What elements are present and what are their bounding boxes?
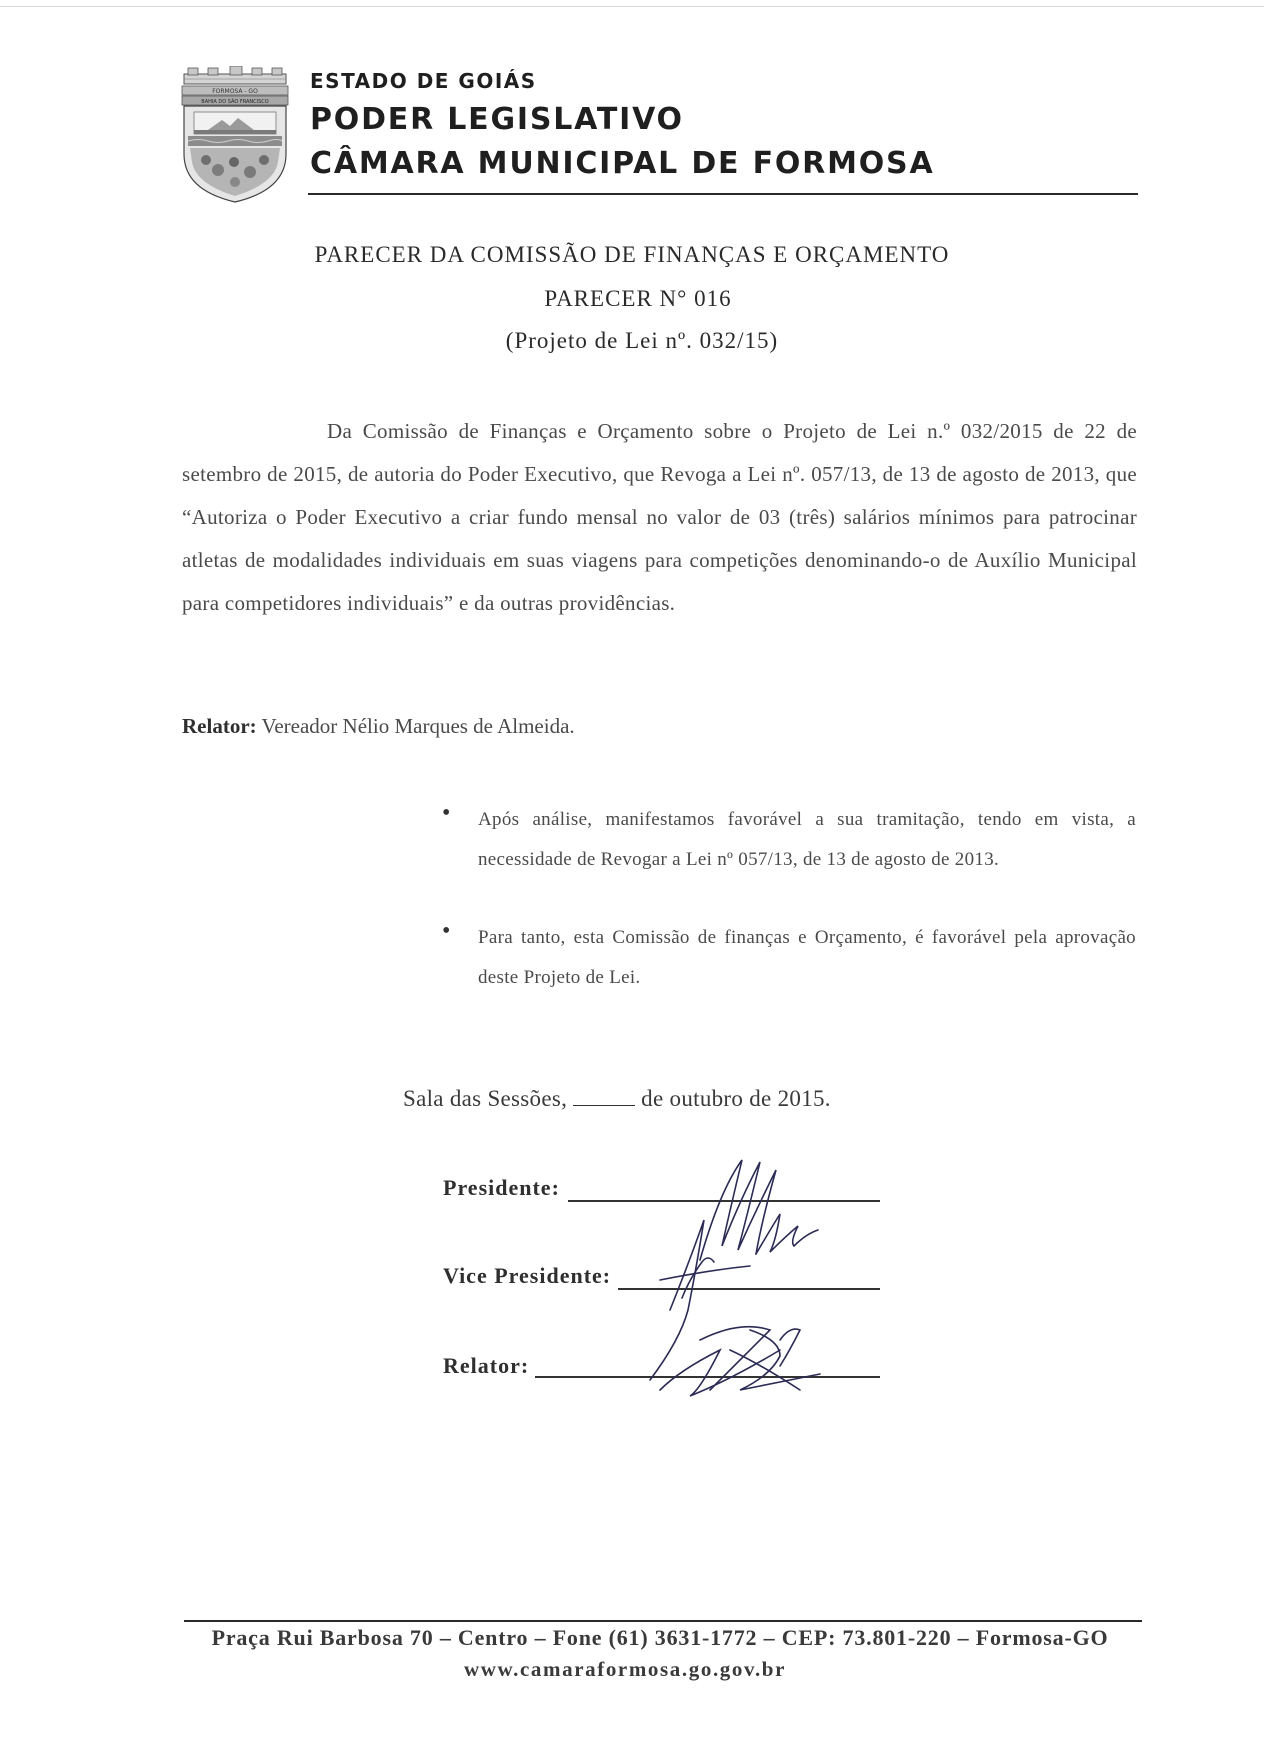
bullet-icon: •	[442, 918, 451, 944]
legislative-power: PODER LEGISLATIVO	[310, 102, 684, 137]
session-suffix: de outubro de 2015.	[641, 1086, 831, 1111]
bullet-item: Após análise, manifestamos favorável a sua tramitação, tendo em vista, a necessidade de Revogar a Lei nº 057/13, de 13 de agosto de 2013.	[478, 809, 1136, 870]
rapporteur-name: Vereador Nélio Marques de Almeida.	[261, 714, 575, 738]
header-divider	[308, 193, 1138, 195]
crest-banner-bottom: BAHIA DO SÃO FRANCISCO	[201, 99, 269, 105]
day-blank	[573, 1085, 635, 1106]
committee-title: PARECER DA COMISSÃO DE FINANÇAS E ORÇAMENTO	[314, 242, 950, 267]
rapporteur-label: Relator:	[182, 714, 257, 738]
session-prefix: Sala das Sessões,	[403, 1086, 568, 1111]
relator-signature-label: Relator:	[443, 1353, 530, 1378]
chamber-name: CÂMARA MUNICIPAL DE FORMOSA	[310, 146, 935, 181]
session-date-line	[403, 1085, 831, 1112]
rapporteur-line	[182, 714, 575, 739]
state-name: ESTADO DE GOIÁS	[310, 69, 537, 93]
vice-president-label: Vice Presidente:	[443, 1263, 612, 1288]
footer-divider	[184, 1620, 1142, 1622]
opinion-paragraph: Da Comissão de Finanças e Orçamento sobre o Projeto de Lei n.º 032/2015 de 22 de setembro de 2015, de autoria do Poder Executivo, que Revoga a Lei nº. 057/13, de 13 de agosto de 2013, que “Autoriza o Poder Executivo a criar fundo mensal no valor de 03 (três) salários mínimos para patrocinar atletas de modalidades individuais em suas viagens para competições denominando-o de Auxílio Municipal para competidores individuais” e da outras providências.	[182, 419, 1137, 615]
president-label: Presidente:	[443, 1175, 560, 1200]
scan-edge-line	[0, 6, 1264, 7]
crest-banner-top: FORMOSA - GO	[212, 88, 258, 95]
footer-address: Praça Rui Barbosa 70 – Centro – Fone (61) 3631-1772 – CEP: 73.801-220 – Formosa-GO	[211, 1625, 1109, 1650]
institution-header	[310, 68, 934, 186]
opinion-number: PARECER N° 016	[544, 286, 732, 311]
municipal-crest	[178, 66, 292, 204]
bill-reference: (Projeto de Lei nº. 032/15)	[505, 328, 779, 353]
bullet-item: Para tanto, esta Comissão de finanças e Orçamento, é favorável pela aprovação deste Projeto de Lei.	[478, 927, 1136, 988]
footer-website: www.camaraformosa.go.gov.br	[464, 1657, 786, 1681]
bullet-icon: •	[442, 800, 451, 826]
handwritten-signatures	[630, 1150, 890, 1400]
